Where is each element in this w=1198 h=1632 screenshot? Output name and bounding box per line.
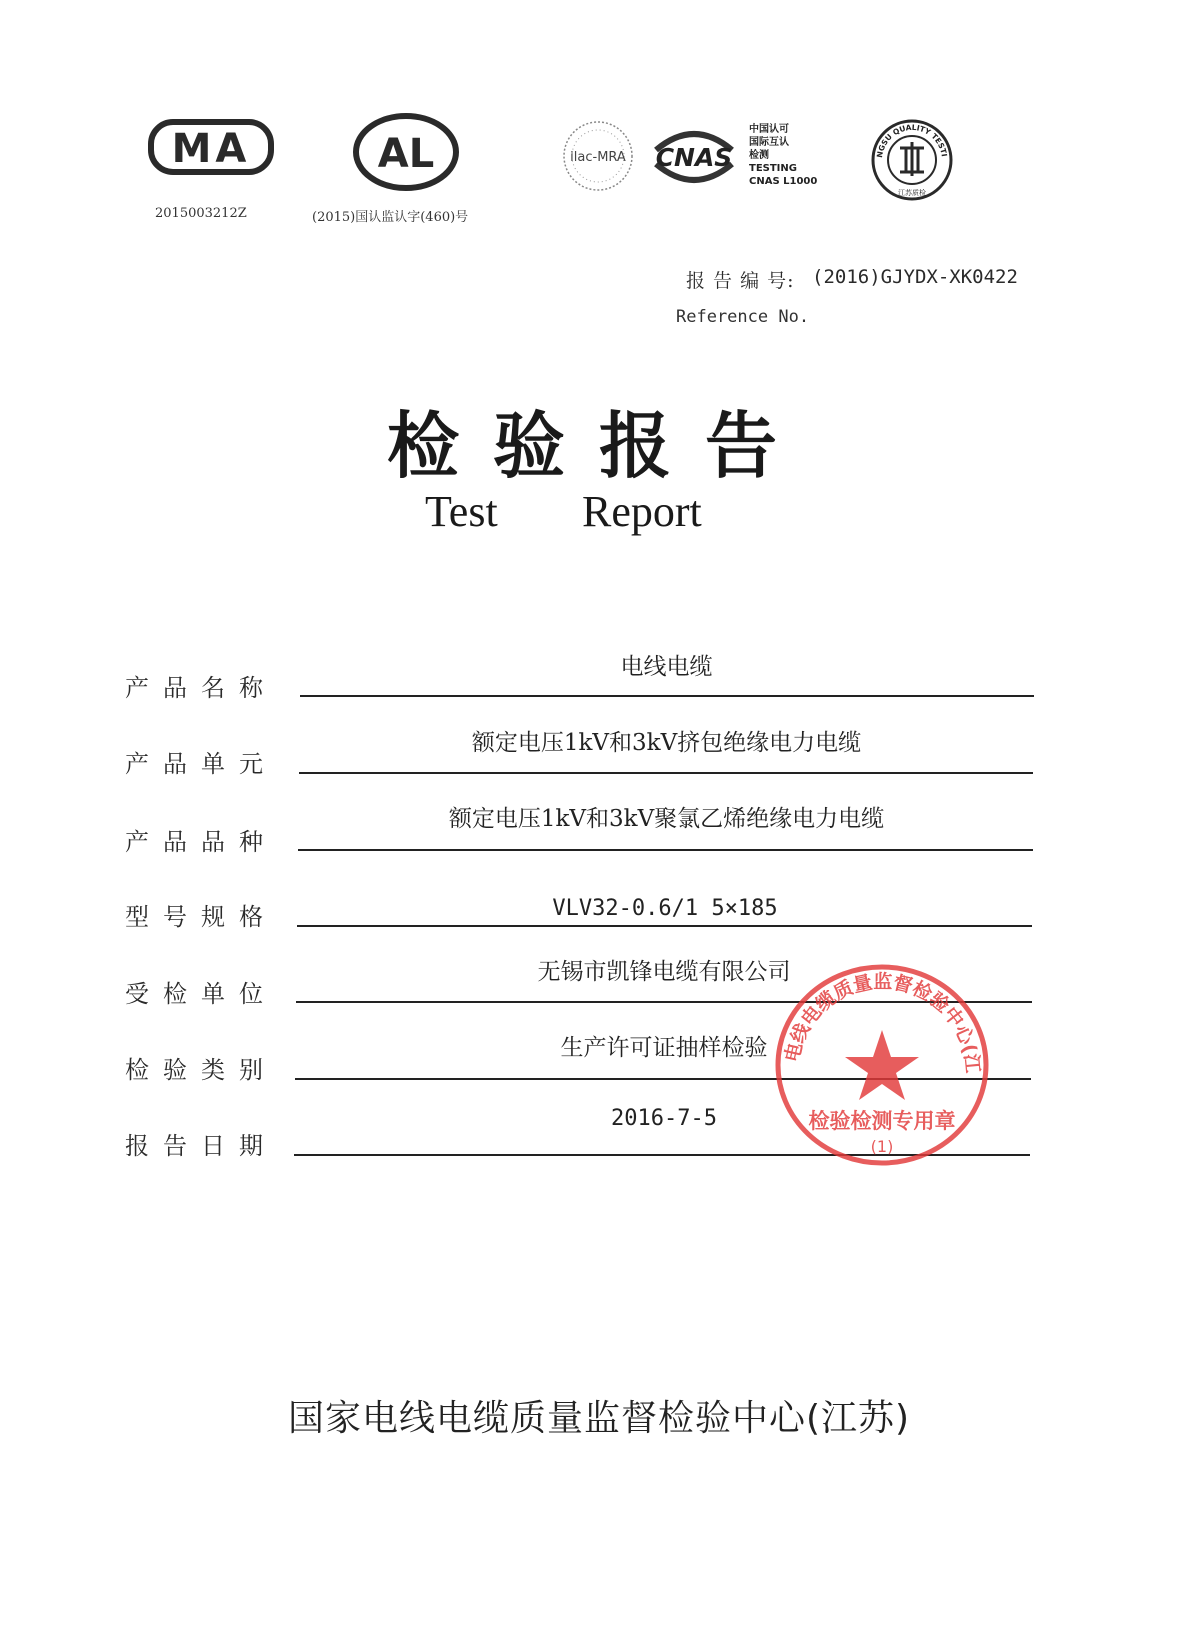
field-value-product-unit: 额定电压1kV和3kV挤包绝缘电力电缆 (471, 730, 862, 756)
jiangsu-ring-text: NGSU QUALITY TESTI (875, 122, 949, 159)
cnas-side-line: 国际互认 (749, 137, 789, 148)
cnas-side-line: TESTING (749, 163, 797, 174)
cnas-side-line: CNAS L1000 (749, 176, 818, 187)
cnas-side-text (749, 123, 817, 188)
official-seal-stamp (770, 960, 994, 1170)
page-title-en-report: Report (582, 487, 702, 536)
cma-logo-text: MA (171, 126, 251, 172)
cnas-logo-text: CNAS (655, 143, 733, 172)
page-title-en-test: Test (425, 487, 498, 536)
seal-number-text: (1) (870, 1137, 894, 1156)
field-value-product-name: 电线电缆 (620, 654, 713, 680)
cma-logo (148, 118, 274, 176)
field-label-model-spec: 型号规格 (125, 903, 277, 931)
field-label-inspected-unit: 受检单位 (125, 980, 277, 1008)
cnas-side-line: 检测 (749, 150, 769, 161)
field-label-product-variety: 产品品种 (125, 828, 277, 856)
field-label-product-unit: 产品单元 (125, 750, 277, 778)
cnas-logo (648, 124, 740, 188)
cal-logo-text: AL (377, 131, 435, 177)
svg-text:JIANGSU QUALITY TESTING (870, 118, 949, 158)
field-value-report-date: 2016-7-5 (611, 1106, 717, 1131)
ilac-mra-text: ilac-MRA (570, 150, 626, 165)
seal-star-icon (845, 1030, 919, 1100)
cma-caption: 2015003212Z (155, 206, 247, 221)
field-label-inspection-type: 检验类别 (125, 1056, 277, 1084)
seal-ring-text: 电线电缆质量监督检验中心(江 (781, 970, 984, 1074)
cal-caption: (2015)国认监认字(460)号 (312, 210, 469, 225)
field-label-report-date: 报告日期 (125, 1132, 277, 1160)
field-value-product-variety: 额定电压1kV和3kV聚氯乙烯绝缘电力电缆 (448, 806, 885, 832)
cnas-side-line: 中国认可 (749, 124, 789, 135)
seal-center-text: 检验检测专用章 (808, 1109, 956, 1133)
field-value-inspected-unit: 无锡市凯锋电缆有限公司 (537, 959, 791, 985)
jiangsu-quality-logo (870, 118, 954, 202)
field-underline (298, 849, 1033, 851)
field-value-inspection-type: 生产许可证抽样检验 (560, 1035, 768, 1061)
field-underline (300, 695, 1034, 697)
field-value-model-spec: VLV32-0.6/1 5×185 (552, 896, 778, 921)
reference-label-en: Reference No. (676, 307, 810, 327)
page-title-cn: 检验报告 (386, 404, 811, 488)
reference-number: (2016)GJYDX-XK0422 (812, 266, 1018, 288)
reference-label-cn: 报 告 编 号: (686, 270, 795, 292)
field-label-product-name: 产品名称 (125, 674, 277, 702)
field-underline (299, 772, 1033, 774)
jiangsu-bottom-text: 江苏质检 (898, 189, 926, 197)
issuing-organization: 国家电线电缆质量监督检验中心(江苏) (287, 1398, 911, 1439)
ilac-mra-logo (558, 118, 638, 194)
field-underline (297, 925, 1032, 927)
cal-logo (352, 112, 460, 192)
